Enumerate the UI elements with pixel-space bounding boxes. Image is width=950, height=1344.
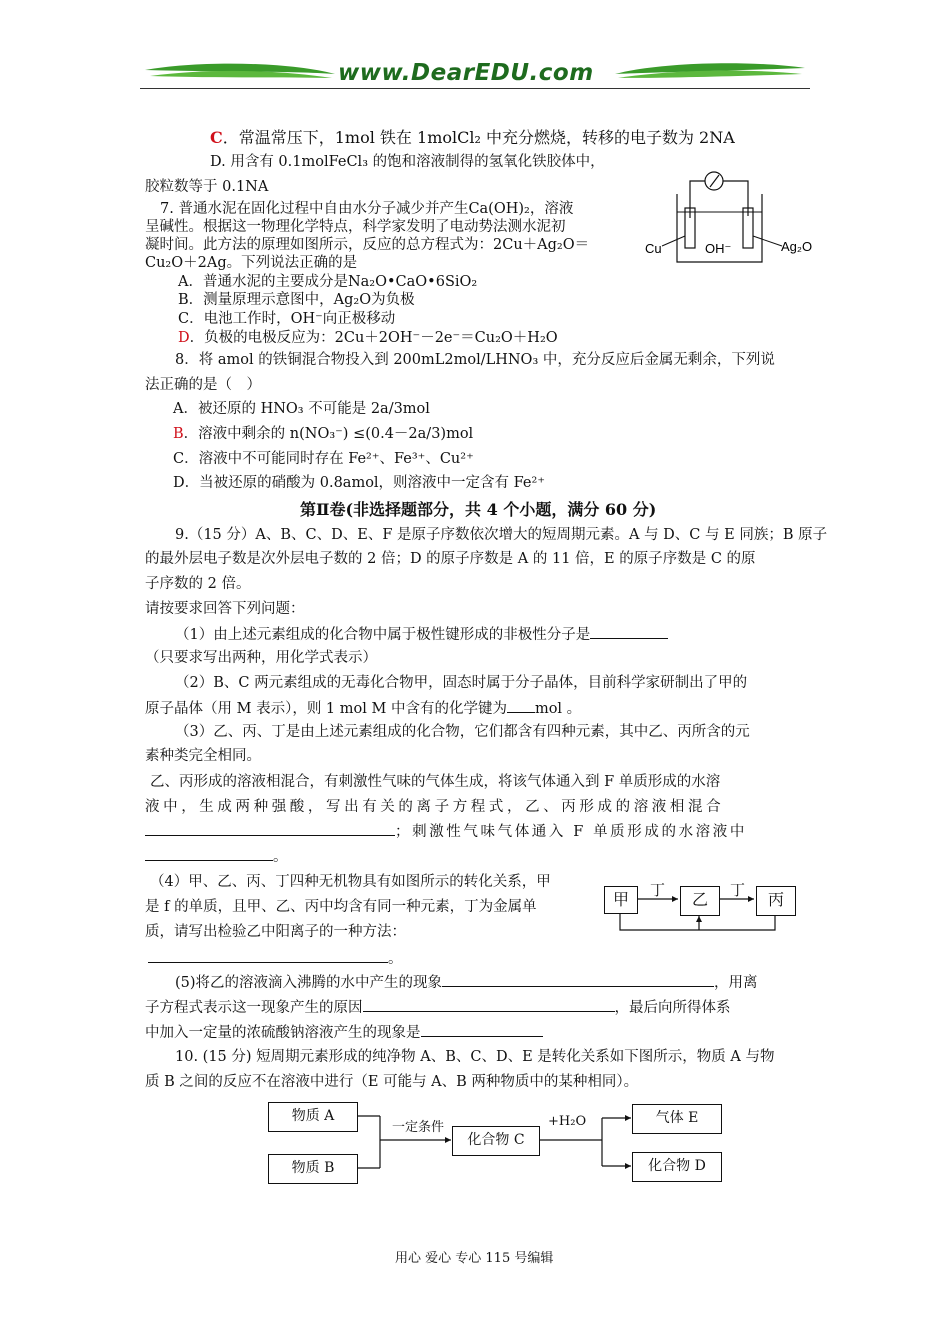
cu-label: Cu [645, 241, 662, 256]
option-6d-cont: 胶粒数等于 0.1NA [145, 179, 269, 195]
conversion-diagram [604, 880, 796, 932]
box-substance-b: 物质 B [268, 1154, 358, 1184]
option-6c: C．常温常压下，1mol 铁在 1molCl₂ 中充分燃烧，转移的电子数为 2NA [210, 128, 735, 147]
answer-blank[interactable] [590, 624, 668, 639]
box-compound-c: 化合物 C [452, 1126, 540, 1156]
q9-part4b: 是 f 的单质，且甲、乙、丙中均含有同一种元素，丁为金属单 [145, 899, 537, 915]
q8-line2: 法正确的是（ ） [145, 377, 261, 393]
q10-arrows [268, 1098, 728, 1198]
answer-blank[interactable] [148, 948, 388, 963]
q9-part5: (5)将乙的溶液滴入沸腾的水中产生的现象 ，用离 [175, 972, 758, 993]
q9-part1-note: （只要求写出两种，用化学式表示） [145, 650, 377, 666]
q7-option-a: A．普通水泥的主要成分是Na₂O•CaO•6SiO₂ [178, 274, 478, 290]
q9-part3d: 液中，生成两种强酸，写出有关的离子方程式，乙、丙形成的溶液相混合 [145, 799, 725, 815]
q8-line1: 8．将 amol 的铁铜混合物投入到 200mL2mol/LHNO₃ 中，充分反应后金属无剩余，下列说 [175, 352, 775, 368]
answer-blank[interactable] [363, 997, 615, 1012]
q8-option-c: C．溶液中不可能同时存在 Fe²⁺、Fe³⁺、Cu²⁺ [173, 451, 474, 467]
header-rule [140, 88, 810, 89]
q10-flow-diagram [268, 1098, 728, 1198]
q7-line2: 呈碱性。根据这一物理化学特点，科学家发明了电动势法测水泥初 [145, 219, 566, 235]
option-6d: D. 用含有 0.1molFeCl₃ 的饱和溶液制得的氢氧化铁胶体中， [210, 154, 605, 170]
q7-line1: 7. 普通水泥在固化过程中自由水分子减少并产生Ca(OH)₂，溶液 [160, 201, 574, 217]
ag2o-label: Ag₂O [781, 239, 813, 254]
site-logo: www.DearEDU.com [338, 60, 594, 86]
box-jia: 甲 [604, 886, 638, 914]
q9-part3: （3）乙、丙、丁是由上述元素组成的化合物，它们都含有四种元素，其中乙、丙所含的元 [175, 724, 750, 740]
section-title: 第Ⅱ卷(非选择题部分，共 4 个小题，满分 60 分) [300, 500, 657, 519]
q7-line4: Cu₂O＋2Ag。下列说法正确的是 [145, 255, 358, 271]
answer-marker: D [178, 330, 190, 346]
answer-blank[interactable] [145, 821, 395, 836]
q7-line3: 凝时间。此方法的原理如图所示，反应的总方程式为：2Cu＋Ag₂O＝ [145, 237, 590, 253]
q9-part4: （4）甲、乙、丙、丁四种无机物具有如图所示的转化关系，甲 [150, 874, 551, 890]
box-substance-a: 物质 A [268, 1102, 358, 1132]
box-gas-e: 气体 E [632, 1104, 722, 1134]
q9-part3f: 。 [145, 846, 288, 867]
q9-part1: （1）由上述元素组成的化合物中属于极性键形成的非极性分子是 [175, 624, 668, 645]
q9-part5d: 中加入一定量的浓硫酸钠溶液产生的现象是 [145, 1022, 543, 1043]
q9-part5b: 子方程式表示这一现象产生的原因 ，最后向所得体系 [145, 997, 731, 1018]
answer-marker: B [173, 426, 184, 442]
q10-line2: 质 B 之间的反应不在溶液中进行（E 可能与 A、B 两种物质中的某种相同）。 [145, 1074, 639, 1090]
q9-part4c: 质，请写出检验乙中阳离子的一种方法： [145, 924, 406, 940]
diagram-arrows [604, 880, 796, 932]
q9-line4: 请按要求回答下列问题： [145, 601, 305, 617]
q9-part3c: 乙、丙形成的溶液相混合，有刺激性气味的气体生成，将该气体通入到 F 单质形成的水溶 [150, 774, 721, 790]
box-bing: 丙 [756, 886, 796, 916]
q10-line1: 10. (15 分) 短周期元素形成的纯净物 A、B、C、D、E 是转化关系如下图所示，物质 A 与物 [175, 1049, 775, 1065]
answer-blank[interactable] [507, 698, 535, 713]
electrochemical-cell-figure [642, 166, 822, 270]
page-header [140, 58, 810, 98]
q8-option-b: B．溶液中剩余的 n(NO₃⁻) ≤(0.4－2a/3)mol [173, 426, 474, 442]
q7-option-b: B．测量原理示意图中，Ag₂O为负极 [178, 292, 415, 308]
box-compound-d: 化合物 D [632, 1152, 722, 1182]
q9-part3e: ；刺激性气味气体通入 F 单质形成的水溶液中 [145, 821, 747, 842]
answer-blank[interactable] [145, 846, 273, 861]
answer-blank[interactable] [421, 1022, 543, 1037]
q9-line1: 9.（15 分）A、B、C、D、E、F 是原子序数依次增大的短周期元素。A 与 D、C 与 E 同族；B 原子 [175, 527, 828, 543]
q9-part2b: 原子晶体（用 M 表示），则 1 mol M 中含有的化学键为 mol 。 [145, 698, 581, 719]
answer-marker: C [210, 128, 223, 147]
label-water: +H₂O [548, 1114, 587, 1129]
page-footer: 用心 爱心 专心 115 号编辑 [395, 1251, 554, 1266]
label-condition: 一定条件 [392, 1120, 445, 1135]
q8-option-a: A．被还原的 HNO₃ 不可能是 2a/3mol [173, 401, 430, 417]
arrow-label-ding-1: 丁 [650, 881, 666, 899]
q9-part3b: 素种类完全相同。 [145, 748, 261, 764]
q9-line2: 的最外层电子数是次外层电子数的 2 倍；D 的原子序数是 A 的 11 倍，E 的原子序数是 C 的原 [145, 551, 756, 567]
box-yi: 乙 [680, 886, 720, 916]
q7-option-c: C．电池工作时，OH⁻向正极移动 [178, 311, 396, 327]
oh-label: OH⁻ [705, 241, 732, 256]
q8-option-d: D．当被还原的硝酸为 0.8amol，则溶液中一定含有 Fe²⁺ [173, 475, 545, 491]
arrow-label-ding-2: 丁 [730, 881, 746, 899]
answer-blank[interactable] [442, 972, 714, 987]
q9-line3: 子序数的 2 倍。 [145, 576, 251, 592]
q7-option-d: D．负极的电极反应为：2Cu＋2OH⁻－2e⁻＝Cu₂O＋H₂O [178, 330, 558, 346]
q9-part4d: 。 [148, 948, 403, 969]
q9-part2: （2）B、C 两元素组成的无毒化合物甲，固态时属于分子晶体，目前科学家研制出了甲的 [175, 675, 748, 691]
